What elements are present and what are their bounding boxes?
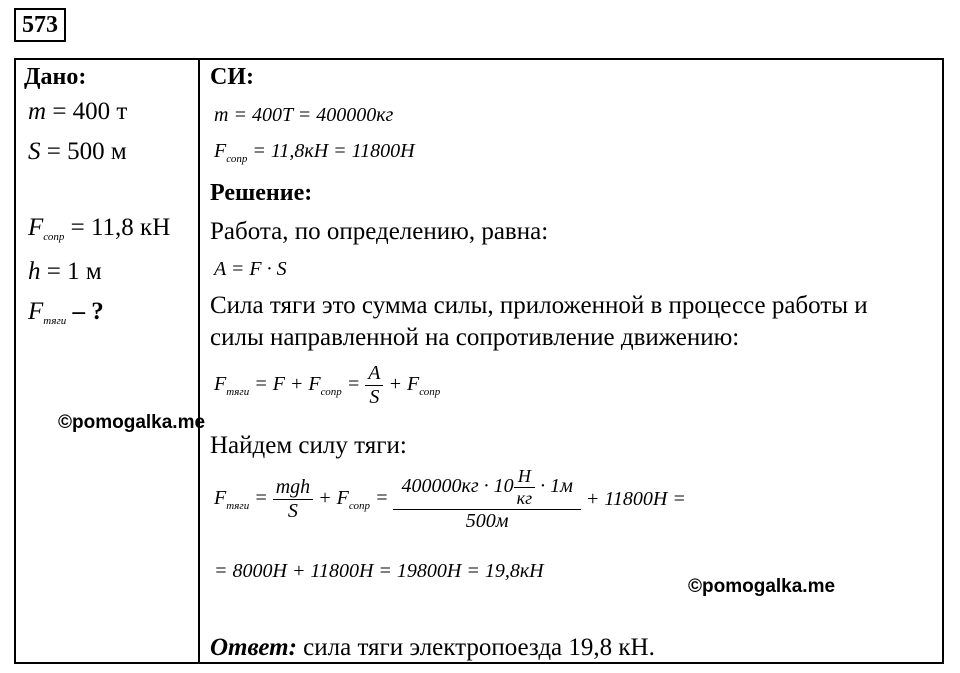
given-mass: m = 400 т — [28, 98, 128, 125]
si-mass-conversion: m = 400T = 400000кг — [214, 104, 394, 126]
si-force-conversion: $F_{сопр} = 11,8кН = 11800Н$ — [214, 140, 415, 165]
given-header: Дано: — [24, 64, 87, 90]
unknown-traction-force: $F_{тяги}$ – ? — [28, 298, 104, 327]
formula-traction-calc: $F_{тяги}$ = $\frac{\text{mgh}}{S}$ + $F_{сопр}$ = 400000кг · 10 $\frac{Н}{кг}$ · 1м 500м + 11800Н = — [214, 466, 686, 532]
watermark-left: ©pomogalka.me — [58, 412, 206, 433]
fraction-a-over-s: $\frac{A}{S}$ — [365, 362, 383, 409]
problem-number: 573 — [14, 8, 66, 42]
solution-text-traction-line2: силы направленной на сопротивление движению: — [210, 324, 740, 351]
formula-work: A = F · S — [214, 258, 287, 280]
solution-text-work: Работа, по определению, равна: — [210, 218, 549, 245]
si-header: СИ: — [210, 64, 254, 90]
formula-result: = 8000Н + 11800Н = 19800Н = 19,8кН — [214, 560, 544, 582]
solution-text-traction-line1: Сила тяги это сумма силы, приложенной в процессе работы и — [210, 292, 868, 319]
column-divider — [198, 58, 200, 664]
fraction-numeric: 400000кг · 10 $\frac{Н}{кг}$ · 1м 500м — [393, 466, 580, 533]
fraction-mgh-over-s: $\frac{\text{mgh}}{S}$ — [273, 476, 313, 523]
solution-text-find: Найдем силу тяги: — [210, 432, 407, 459]
given-height: h = 1 м — [28, 258, 102, 285]
answer-label: Ответ: — [210, 634, 297, 661]
answer — [210, 634, 655, 662]
formula-traction-sum: $F_{тяги} = F + F_{сопр}$ = $\frac{A}{S}$ + $F_{сопр}$ — [214, 362, 441, 408]
answer-text: сила тяги электропоезда 19,8 кН. — [296, 634, 655, 661]
given-resistance-force: $F_{сопр} = 11,8$ кН — [28, 214, 171, 243]
solution-header: Решение: — [210, 180, 313, 206]
watermark-right: ©pomogalka.me — [688, 576, 836, 597]
given-distance: S = 500 м — [28, 138, 127, 165]
